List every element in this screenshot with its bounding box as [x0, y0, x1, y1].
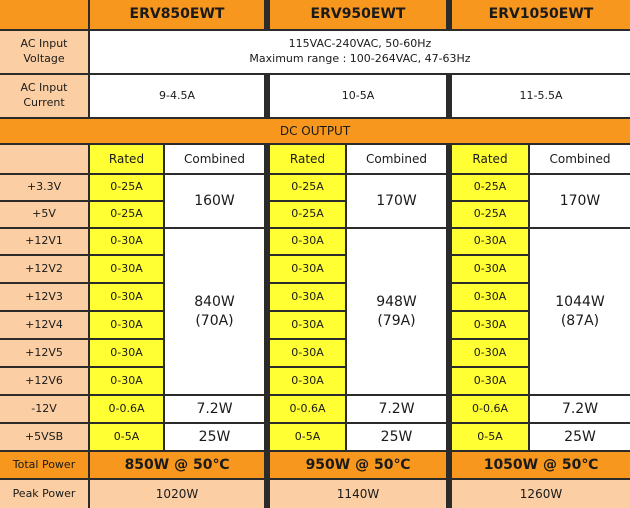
ac-input-current-label — [0, 75, 88, 117]
rated-erv950-5v: 0-25A — [270, 202, 345, 227]
total-power-label: Total Power — [0, 452, 88, 478]
rated-erv1050-12v1: 0-30A — [452, 229, 528, 254]
combined-erv850-5vsb: 25W — [165, 424, 264, 450]
combined-erv1050-12v-amps: (87A) — [560, 312, 600, 329]
rated-erv950-5vsb: 0-5A — [270, 424, 345, 450]
total-power-erv950: 950W @ 50℃ — [270, 452, 446, 478]
rated-erv1050-12v4: 0-30A — [452, 312, 528, 338]
rated-erv850-12v6: 0-30A — [90, 368, 163, 394]
rated-erv1050-12v6: 0-30A — [452, 368, 528, 394]
rated-header-erv850: Rated — [90, 145, 163, 173]
combined-erv1050-12v-watts: 1044W — [555, 293, 605, 310]
rail-label-neg12v: -12V — [0, 396, 88, 422]
combined-erv850-low: 160W — [165, 175, 264, 227]
combined-erv850-12v — [165, 229, 264, 394]
peak-power-label: Peak Power — [0, 480, 88, 508]
rated-erv850-3v3: 0-25A — [90, 175, 163, 200]
rated-erv950-3v3: 0-25A — [270, 175, 345, 200]
rated-erv950-neg12v: 0-0.6A — [270, 396, 345, 422]
rated-erv850-neg12v: 0-0.6A — [90, 396, 163, 422]
rail-label-12v1: +12V1 — [0, 229, 88, 254]
combined-erv850-12v-watts: 840W — [194, 293, 235, 310]
ac-input-current-erv950: 10-5A — [270, 75, 446, 117]
rated-erv850-12v1: 0-30A — [90, 229, 163, 254]
rail-label-12v2: +12V2 — [0, 256, 88, 282]
peak-power-erv850: 1020W — [90, 480, 264, 508]
rated-erv950-12v5: 0-30A — [270, 340, 345, 366]
combined-erv950-12v-amps: (79A) — [377, 312, 416, 329]
combined-header-erv950: Combined — [347, 145, 446, 173]
rated-erv850-12v4: 0-30A — [90, 312, 163, 338]
rail-label-5v: +5V — [0, 202, 88, 227]
peak-power-erv1050: 1260W — [452, 480, 630, 508]
combined-erv1050-12v — [530, 229, 630, 394]
rated-erv950-12v6: 0-30A — [270, 368, 345, 394]
rated-erv950-12v1: 0-30A — [270, 229, 345, 254]
combined-erv950-5vsb: 25W — [347, 424, 446, 450]
ac-input-voltage-label-line1: AC Input — [20, 37, 68, 51]
ac-input-voltage-value — [90, 31, 630, 73]
corner-cell — [0, 0, 88, 29]
ac-input-current-label-line1: AC Input — [20, 81, 68, 95]
rated-erv1050-12v3: 0-30A — [452, 284, 528, 310]
combined-header-erv1050: Combined — [530, 145, 630, 173]
rated-erv850-5vsb: 0-5A — [90, 424, 163, 450]
rated-erv950-12v4: 0-30A — [270, 312, 345, 338]
combined-erv950-low: 170W — [347, 175, 446, 227]
ac-input-voltage-label — [0, 31, 88, 73]
combined-header-erv850: Combined — [165, 145, 264, 173]
model-header-erv850: ERV850EWT — [90, 0, 264, 29]
rated-erv850-12v5: 0-30A — [90, 340, 163, 366]
combined-erv850-12v-amps: (70A) — [195, 312, 234, 329]
combined-erv1050-5vsb: 25W — [530, 424, 630, 450]
peak-power-erv950: 1140W — [270, 480, 446, 508]
rated-erv1050-3v3: 0-25A — [452, 175, 528, 200]
rated-erv950-12v3: 0-30A — [270, 284, 345, 310]
ac-input-current-erv1050: 11-5.5A — [452, 75, 630, 117]
combined-erv950-12v-watts: 948W — [376, 293, 417, 310]
rail-header-cell — [0, 145, 88, 173]
dc-output-title: DC OUTPUT — [0, 119, 630, 143]
combined-erv850-neg12v: 7.2W — [165, 396, 264, 422]
model-header-erv1050: ERV1050EWT — [452, 0, 630, 29]
rated-erv1050-5v: 0-25A — [452, 202, 528, 227]
rail-label-12v4: +12V4 — [0, 312, 88, 338]
combined-erv1050-low: 170W — [530, 175, 630, 227]
rail-label-12v3: +12V3 — [0, 284, 88, 310]
rated-erv1050-12v2: 0-30A — [452, 256, 528, 282]
ac-input-voltage-label-line2: Voltage — [23, 52, 65, 65]
rated-erv1050-5vsb: 0-5A — [452, 424, 528, 450]
ac-input-current-erv850: 9-4.5A — [90, 75, 264, 117]
ac-input-voltage-line1: 115VAC-240VAC, 50-60Hz — [288, 37, 432, 51]
rated-erv850-12v2: 0-30A — [90, 256, 163, 282]
combined-erv950-12v — [347, 229, 446, 394]
rated-erv850-12v3: 0-30A — [90, 284, 163, 310]
ac-input-current-label-line2: Current — [23, 96, 65, 109]
rated-erv1050-neg12v: 0-0.6A — [452, 396, 528, 422]
rated-header-erv950: Rated — [270, 145, 345, 173]
rail-label-5vsb: +5VSB — [0, 424, 88, 450]
rated-erv950-12v2: 0-30A — [270, 256, 345, 282]
rated-erv850-5v: 0-25A — [90, 202, 163, 227]
total-power-erv1050: 1050W @ 50℃ — [452, 452, 630, 478]
rail-label-12v5: +12V5 — [0, 340, 88, 366]
ac-input-voltage-line2: Maximum range : 100-264VAC, 47-63Hz — [249, 52, 471, 65]
total-power-erv850: 850W @ 50℃ — [90, 452, 264, 478]
rated-erv1050-12v5: 0-30A — [452, 340, 528, 366]
model-header-erv950: ERV950EWT — [270, 0, 446, 29]
combined-erv1050-neg12v: 7.2W — [530, 396, 630, 422]
rail-label-3v3: +3.3V — [0, 175, 88, 200]
combined-erv950-neg12v: 7.2W — [347, 396, 446, 422]
rated-header-erv1050: Rated — [452, 145, 528, 173]
rail-label-12v6: +12V6 — [0, 368, 88, 394]
